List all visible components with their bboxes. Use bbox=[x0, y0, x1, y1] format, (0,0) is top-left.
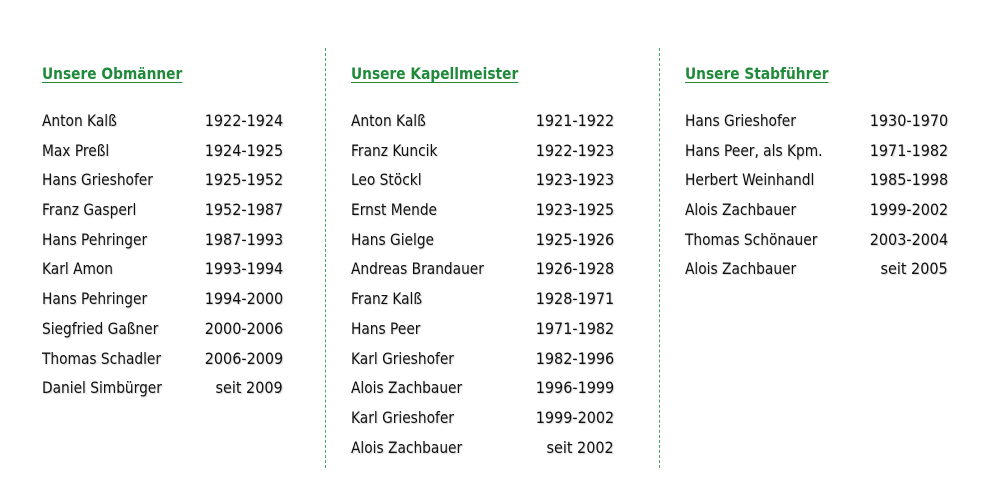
list-item bbox=[42, 199, 292, 229]
person-name: Max Preßl bbox=[42, 140, 110, 160]
tenure-years: 1925-1952 bbox=[204, 170, 283, 190]
person-name: Hans Pehringer bbox=[42, 229, 148, 249]
tenure-years: seit 2002 bbox=[546, 437, 614, 457]
list-item bbox=[351, 110, 621, 140]
tenure-years: 1926-1928 bbox=[535, 259, 614, 279]
list-item bbox=[351, 407, 621, 437]
tenure-years: 1924-1925 bbox=[204, 140, 283, 160]
tenure-years: 1971-1982 bbox=[869, 140, 948, 160]
list-item bbox=[42, 169, 292, 199]
column-divider bbox=[325, 48, 326, 468]
tenure-years: 1930-1970 bbox=[869, 111, 948, 130]
tenure-years: 2000-2006 bbox=[204, 318, 283, 338]
tenure-years: 1999-2002 bbox=[869, 200, 948, 220]
person-name: Hans Grieshofer bbox=[685, 111, 796, 130]
person-name: Alois Zachbauer bbox=[685, 200, 797, 220]
stabfuehrer-list bbox=[685, 110, 955, 288]
tenure-years: 1993-1994 bbox=[204, 259, 283, 279]
tenure-years: 1982-1996 bbox=[535, 348, 614, 368]
tenure-years: 1952-1987 bbox=[204, 200, 283, 220]
person-name: Ernst Mende bbox=[351, 200, 438, 220]
list-item bbox=[351, 437, 621, 467]
person-name: Thomas Schadler bbox=[42, 348, 162, 368]
person-name: Alois Zachbauer bbox=[351, 378, 463, 398]
obmaenner-list bbox=[42, 110, 292, 407]
tenure-years: 1985-1998 bbox=[869, 170, 948, 190]
list-item bbox=[685, 229, 955, 259]
list-item bbox=[351, 169, 621, 199]
person-name: Karl Amon bbox=[42, 259, 114, 279]
person-name: Andreas Brandauer bbox=[351, 259, 484, 279]
tenure-years: 1994-2000 bbox=[204, 289, 283, 309]
list-item bbox=[351, 140, 621, 170]
tenure-years: 1996-1999 bbox=[535, 378, 614, 398]
list-item bbox=[685, 199, 955, 229]
tenure-years: 1921-1922 bbox=[535, 111, 614, 130]
list-item bbox=[685, 258, 955, 288]
person-name: Hans Grieshofer bbox=[42, 170, 153, 190]
tenure-years: seit 2009 bbox=[215, 378, 283, 398]
kapellmeister-heading[interactable]: Unsere Kapellmeister bbox=[351, 64, 519, 84]
tenure-years: seit 2005 bbox=[880, 259, 948, 279]
person-name: Karl Grieshofer bbox=[351, 348, 454, 368]
person-name: Herbert Weinhandl bbox=[685, 170, 815, 190]
list-item bbox=[685, 169, 955, 199]
tenure-years: 1928-1971 bbox=[535, 289, 614, 309]
person-name: Hans Gielge bbox=[351, 229, 435, 249]
list-item bbox=[42, 110, 292, 140]
kapellmeister-column bbox=[351, 0, 621, 504]
list-item bbox=[42, 318, 292, 348]
person-name: Daniel Simbürger bbox=[42, 378, 162, 398]
list-item bbox=[351, 288, 621, 318]
list-item bbox=[42, 348, 292, 378]
obmaenner-heading[interactable]: Unsere Obmänner bbox=[42, 64, 183, 84]
tenure-years: 1925-1926 bbox=[535, 229, 614, 249]
tenure-years: 1987-1993 bbox=[204, 229, 283, 249]
list-item bbox=[351, 318, 621, 348]
person-name: Anton Kalß bbox=[351, 111, 426, 130]
list-item bbox=[685, 140, 955, 170]
tenure-years: 1999-2002 bbox=[535, 407, 614, 427]
list-item bbox=[351, 348, 621, 378]
person-name: Thomas Schönauer bbox=[685, 229, 818, 249]
list-item bbox=[685, 110, 955, 140]
list-item bbox=[351, 199, 621, 229]
person-name: Siegfried Gaßner bbox=[42, 318, 159, 338]
person-name: Hans Pehringer bbox=[42, 289, 148, 309]
person-name: Alois Zachbauer bbox=[351, 437, 463, 457]
list-item bbox=[351, 258, 621, 288]
person-name: Hans Peer, als Kpm. bbox=[685, 140, 823, 160]
tenure-years: 1922-1924 bbox=[204, 111, 283, 130]
list-item bbox=[42, 229, 292, 259]
person-name: Leo Stöckl bbox=[351, 170, 422, 190]
stabfuehrer-heading[interactable]: Unsere Stabführer bbox=[685, 64, 829, 84]
kapellmeister-list bbox=[351, 110, 621, 466]
list-item bbox=[42, 258, 292, 288]
obmaenner-column bbox=[42, 0, 292, 504]
list-item bbox=[351, 377, 621, 407]
list-item bbox=[351, 229, 621, 259]
person-name: Franz Gasperl bbox=[42, 200, 137, 220]
tenure-years: 1923-1925 bbox=[535, 200, 614, 220]
tenure-years: 2006-2009 bbox=[204, 348, 283, 368]
list-item bbox=[42, 288, 292, 318]
person-name: Franz Kuncik bbox=[351, 140, 438, 160]
tenure-years: 1922-1923 bbox=[535, 140, 614, 160]
tenure-years: 2003-2004 bbox=[869, 229, 948, 249]
list-item bbox=[42, 140, 292, 170]
person-name: Alois Zachbauer bbox=[685, 259, 797, 279]
person-name: Franz Kalß bbox=[351, 289, 423, 309]
column-divider bbox=[659, 48, 660, 468]
stabfuehrer-column bbox=[685, 0, 955, 504]
tenure-years: 1923-1923 bbox=[535, 170, 614, 190]
list-item bbox=[42, 377, 292, 407]
person-name: Anton Kalß bbox=[42, 111, 117, 130]
tenure-years: 1971-1982 bbox=[535, 318, 614, 338]
person-name: Hans Peer bbox=[351, 318, 421, 338]
person-name: Karl Grieshofer bbox=[351, 407, 454, 427]
